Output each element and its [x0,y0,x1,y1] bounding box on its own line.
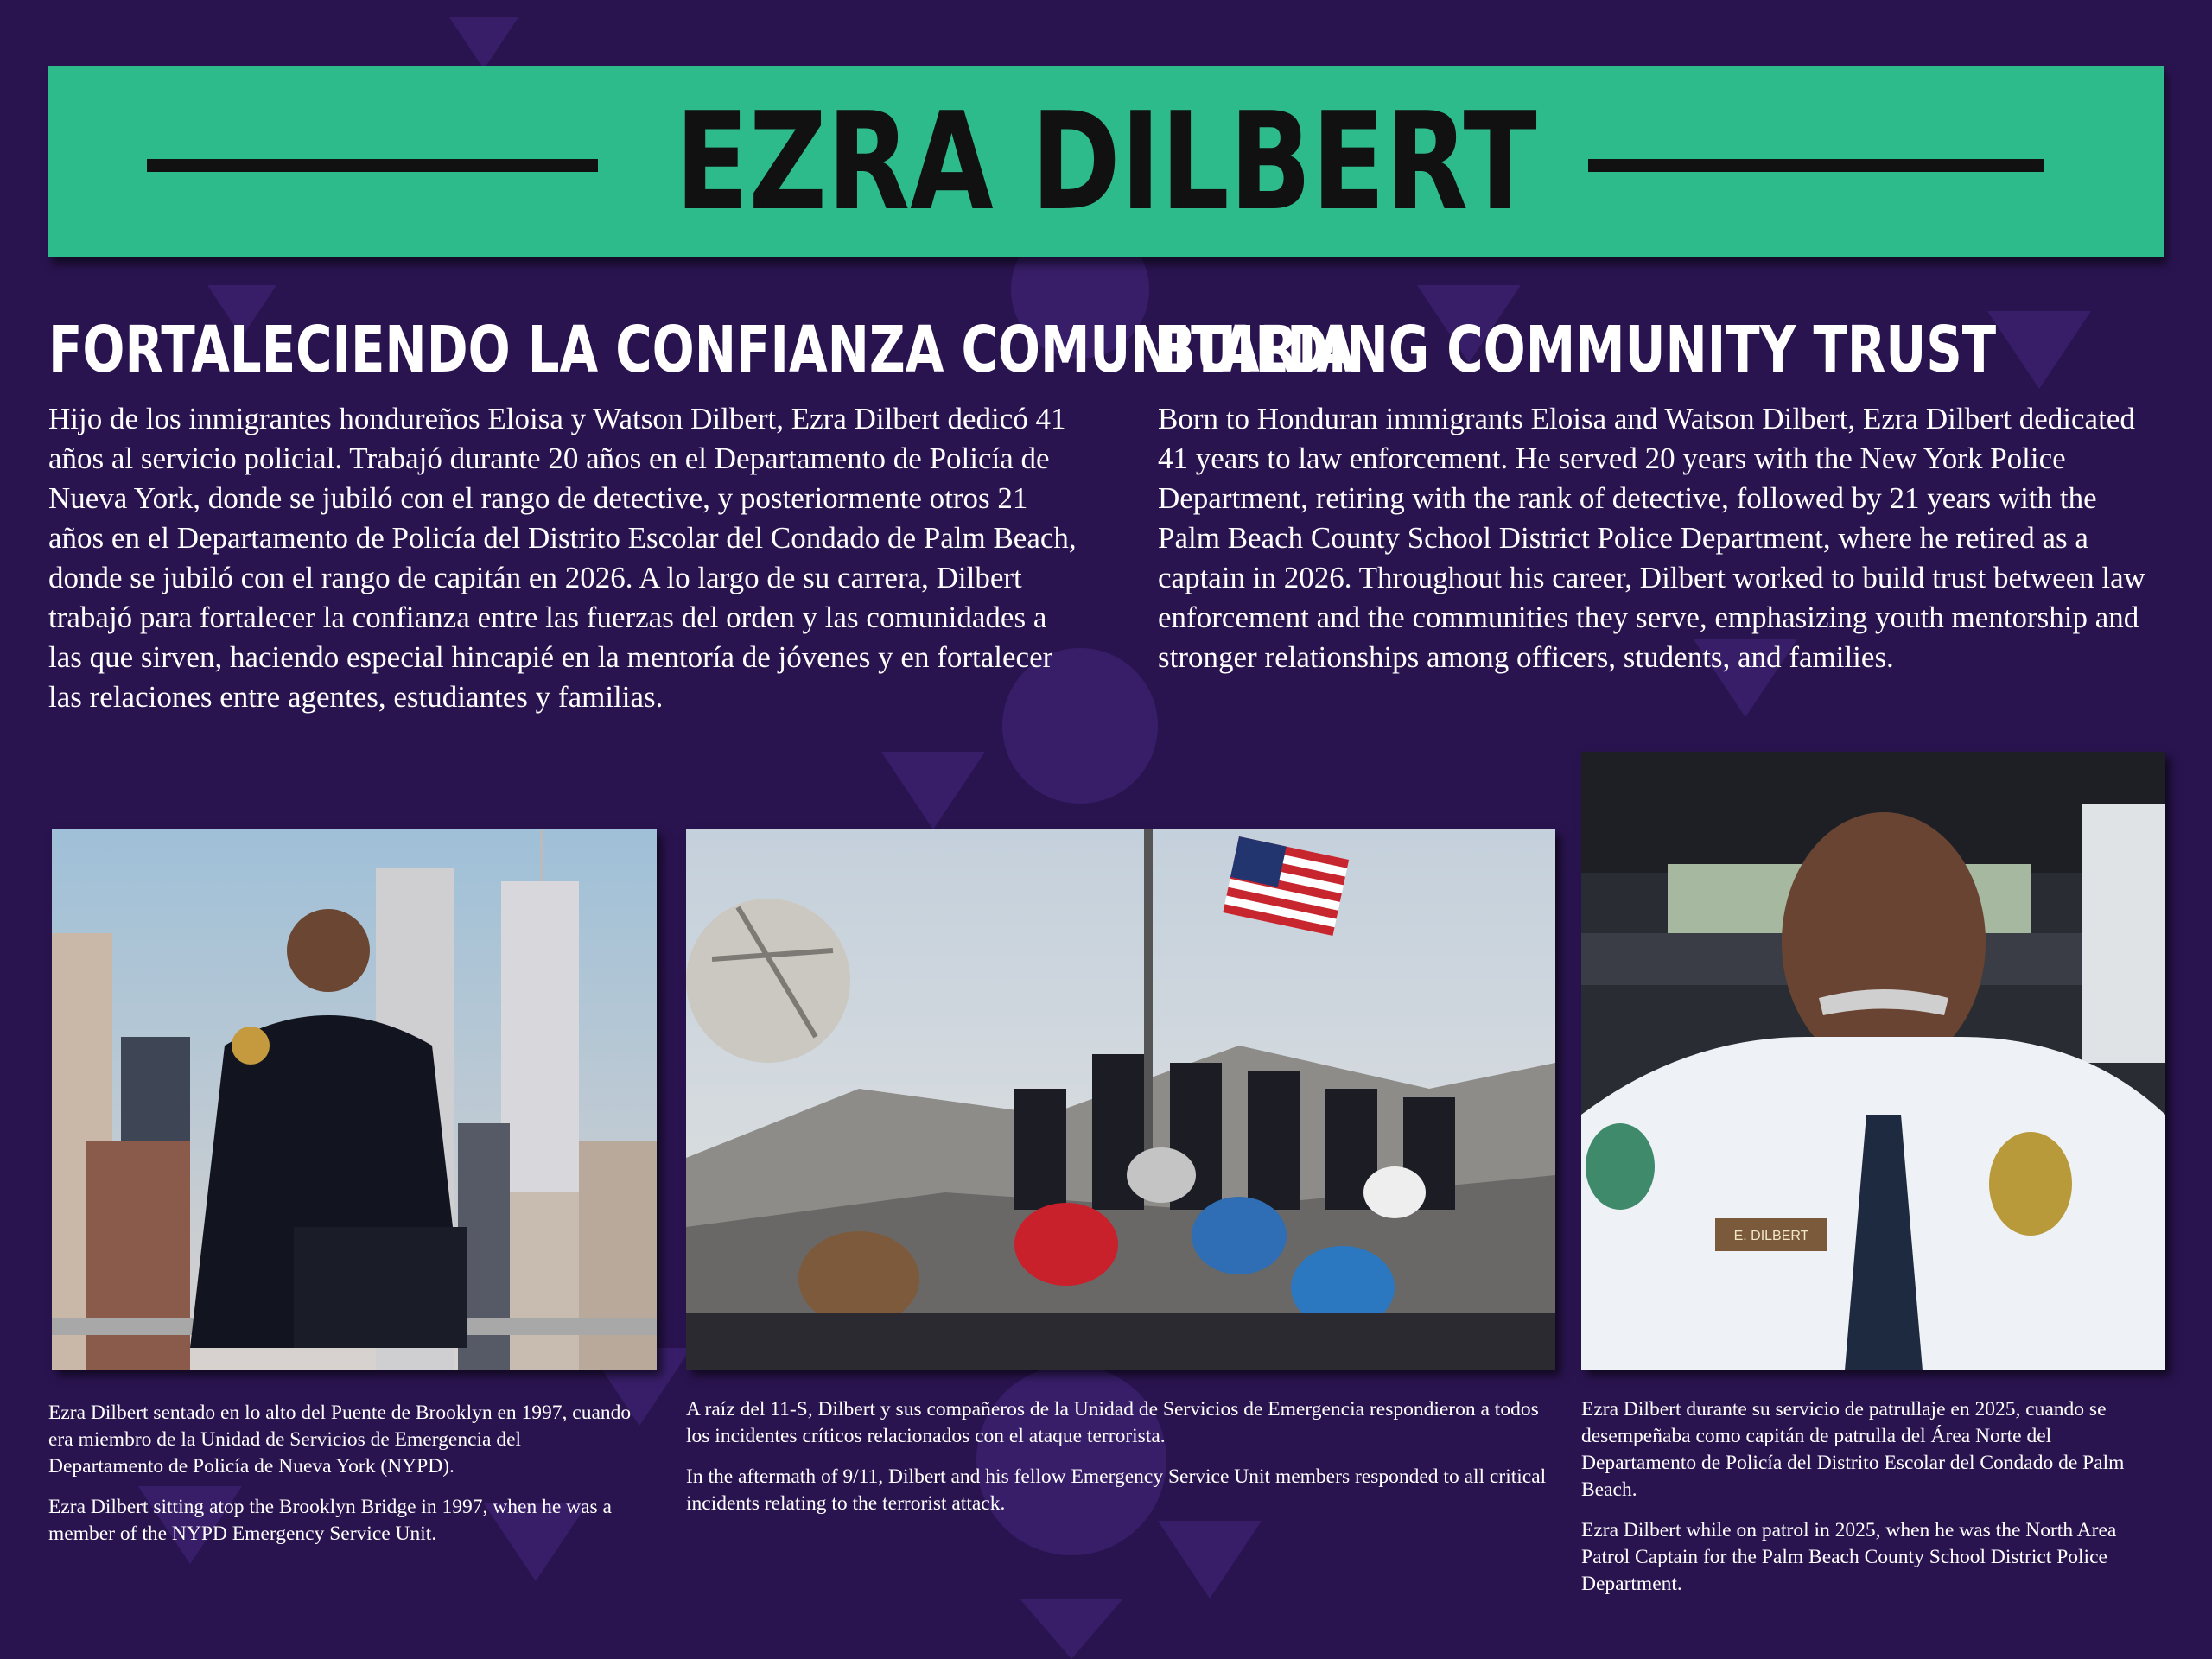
photo-patrol-2025 [1581,752,2165,1370]
caption-2-english: In the aftermath of 9/11, Dilbert and his fellow Emergency Service Unit members responded to all critical incidents relating to the terrorist attack. [686,1465,1547,1515]
photo-brooklyn-bridge [52,830,657,1370]
heading-spanish: FORTALECIENDO LA CONFIANZA COMUNITARIA [48,313,1356,387]
caption-photo-2 [686,1396,1559,1531]
caption-3-english: Ezra Dilbert while on patrol in 2025, when he was the North Area Patrol Captain for the Palm Beach County School District Police Department. [1581,1519,2117,1595]
body-spanish: Hijo de los inmigrantes hondureños Eloisa y Watson Dilbert, Ezra Dilbert dedicó 41 años al servicio policial. Trabajó durante 20 años en el Departamento de Policía de Nueva York, donde se jubiló con el rango de detective, y posteriormente otros 21 años en el Departamento de Policía del Distrito Escolar del Condado de Palm Beach, donde se jubiló con el rango de capitán en 2026. A lo largo de su carrera, Dilbert trabajó para fortalecer la confianza entre las fuerzas del orden y las comunidades a las que sirven, haciendo especial hincapié en la mentoría de jóvenes y en fortalecer las relaciones entre agentes, estudiantes y familias. [48,402,1077,714]
caption-2-spanish: A raíz del 11-S, Dilbert y sus compañeros de la Unidad de Servicios de Emergencia respondieron a todos los incidentes críticos relacionados con el ataque terrorista. [686,1398,1539,1447]
caption-1-spanish: Ezra Dilbert sentado en lo alto del Puente de Brooklyn en 1997, cuando era miembro de la Unidad de Servicios de Emergencia del Departamento de Policía de Nueva York (NYPD). [48,1402,632,1478]
body-english: Born to Honduran immigrants Eloisa and Watson Dilbert, Ezra Dilbert dedicated 41 years to law enforcement. He served 20 years with the New York Police Department, retiring with the rank of detective, followed by 21 years with the Palm Beach County School District Police Department, where he retired as a captain in 2026. Throughout his career, Dilbert worked to build trust between law enforcement and the communities they serve, emphasizing youth mentorship and stronger relationships among officers, students, and families. [1158,402,2145,674]
page-title: EZRA DILBERT [675,83,1537,240]
caption-photo-1 [48,1400,636,1561]
caption-3-spanish: Ezra Dilbert durante su servicio de patrullaje en 2025, cuando se desempeñaba como capitán de patrulla del Área Norte del Departamento de Policía del Distrito Escolar del Condado de Palm Beach. [1581,1398,2125,1501]
name-tag: E. DILBERT [1733,1229,1809,1243]
caption-photo-3 [1581,1396,2169,1611]
heading-english: BUILDING COMMUNITY TRUST [1158,313,1997,387]
caption-1-english: Ezra Dilbert sitting atop the Brooklyn Bridge in 1997, when he was a member of the NYPD Emergency Service Unit. [48,1496,612,1545]
photo-ground-zero [686,830,1555,1370]
